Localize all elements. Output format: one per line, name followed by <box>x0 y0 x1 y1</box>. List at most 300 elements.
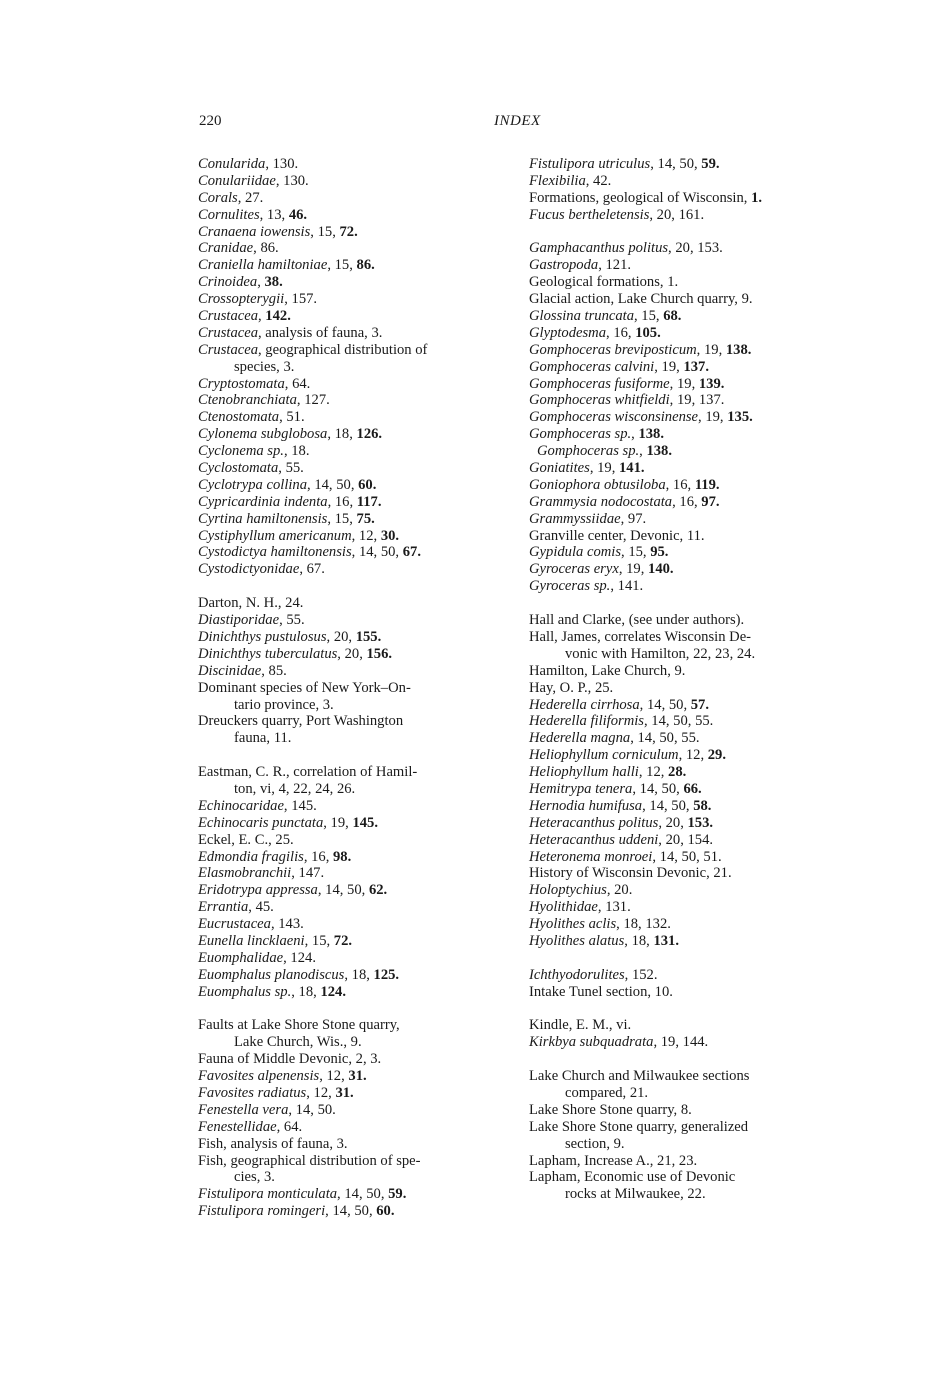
entry-text: , 12, <box>351 527 381 544</box>
entry-page-bold: 57. <box>690 696 709 713</box>
entry-text: , 20, <box>337 645 367 662</box>
index-entry <box>529 713 851 730</box>
entry-term: Ichthyodorulites <box>529 966 625 983</box>
index-entry <box>529 342 851 359</box>
index-entry <box>529 426 851 443</box>
index-gap <box>529 224 851 241</box>
entry-text: , 55. <box>278 460 304 477</box>
entry-page-bold: 138. <box>646 443 672 460</box>
entry-text: , 45. <box>248 899 274 916</box>
index-entry <box>198 477 516 494</box>
index-entry <box>529 274 851 291</box>
page-title: INDEX <box>494 113 541 129</box>
index-entry <box>529 697 851 714</box>
entry-text: Hall, James, correlates Wisconsin De- <box>529 628 752 645</box>
entry-term: Gypidula comis <box>529 544 622 561</box>
entry-page-bold: 59. <box>701 156 720 172</box>
index-gap <box>529 595 851 612</box>
entry-term: Heliophyllum corniculum <box>529 747 679 764</box>
entry-page-bold: 29. <box>707 747 726 764</box>
entry-term: Dinichthys pustulosus <box>198 628 327 645</box>
index-entry <box>198 156 516 173</box>
entry-text: , 14, 50, <box>337 1186 389 1203</box>
index-entry <box>529 865 851 882</box>
entry-term: Hederella filiformis <box>529 713 644 730</box>
index-entry <box>529 849 851 866</box>
entry-text: Lapham, Economic use of Devonic <box>529 1169 736 1186</box>
entry-text: , 85. <box>261 662 287 679</box>
entry-page-bold: 156. <box>366 645 393 662</box>
index-gap <box>198 1001 516 1018</box>
entry-term: Cystodictyonidae <box>198 561 300 578</box>
entry-text: , 121. <box>598 257 632 274</box>
entry-text: , 127. <box>296 392 330 409</box>
entry-page-bold: 131. <box>653 932 679 949</box>
entry-text: , 15, <box>304 932 334 949</box>
entry-term: Eunella lincklaeni <box>198 932 305 949</box>
entry-term: Heteracanthus politus <box>529 814 659 831</box>
entry-term: Hederella cirrhosa <box>529 696 640 713</box>
entry-term: Gamphacanthus politus <box>529 240 669 257</box>
entry-term: Fenestellidae <box>198 1118 277 1135</box>
index-entry <box>198 1102 516 1119</box>
entry-page-bold: 95. <box>650 544 669 561</box>
entry-term: Kirkbya subquadrata <box>529 1034 654 1051</box>
entry-page-bold: 105. <box>635 324 661 341</box>
entry-term: Fucus bertheletensis <box>529 206 650 223</box>
page-number: 220 <box>199 113 222 129</box>
entry-text: , 27. <box>237 189 264 206</box>
entry-term: Cylonema subglobosa <box>198 426 328 443</box>
entry-term: Echinocaridae <box>198 797 284 814</box>
entry-text: , 20, <box>658 814 688 831</box>
entry-term: Cranidae <box>198 240 254 257</box>
entry-page-bold: 31. <box>348 1068 367 1085</box>
entry-term: Holoptychius <box>529 882 607 899</box>
entry-text: Lake Shore Stone quarry, 8. <box>529 1101 692 1118</box>
index-entry <box>198 190 516 207</box>
index-entry <box>198 1085 516 1102</box>
index-entry <box>198 325 516 342</box>
entry-text: , 14, 50, <box>639 696 691 713</box>
entry-text: , 131. <box>597 899 631 916</box>
entry-term: Errantia <box>198 899 249 916</box>
index-entry <box>529 663 851 680</box>
entry-text: , 145. <box>283 797 317 814</box>
index-entry <box>529 798 851 815</box>
entry-text: , 14, 50. <box>288 1101 336 1118</box>
entry-term: Eridotrypa appressa <box>198 882 318 899</box>
index-entry <box>529 207 851 224</box>
entry-term: Fistulipora monticulata <box>198 1186 338 1203</box>
entry-term: Crustacea <box>198 341 258 358</box>
entry-text: , 18, 132. <box>616 916 671 933</box>
entry-text: , 20, 154. <box>658 831 714 848</box>
entry-text: , 14, 50, <box>307 476 359 493</box>
index-entry <box>529 1186 851 1203</box>
entry-text: , 15, <box>327 510 357 527</box>
index-entry <box>198 342 516 359</box>
index-entry <box>529 477 851 494</box>
index-entry <box>529 680 851 697</box>
entry-text: , 42. <box>585 172 612 189</box>
index-entry <box>198 697 516 714</box>
entry-text: , <box>639 443 647 460</box>
entry-term: Flexibilia <box>529 172 586 189</box>
index-column-right <box>529 156 851 1203</box>
entry-term: Elasmobranchii <box>198 865 292 882</box>
index-entry <box>529 190 851 207</box>
index-entry <box>198 257 516 274</box>
entry-term: Crustacea <box>198 308 258 325</box>
index-entry <box>529 629 851 646</box>
entry-page-bold: 137. <box>683 358 709 375</box>
entry-term: Hernodia humifusa <box>529 797 643 814</box>
entry-page-bold: 72. <box>333 932 353 949</box>
index-entry <box>198 933 516 950</box>
entry-text: , 19, <box>669 375 699 392</box>
entry-term: Cornulites <box>198 206 260 223</box>
index-gap <box>198 578 516 595</box>
entry-term: Heliophyllum halli <box>529 764 639 781</box>
entry-term: Heteronema monroei <box>529 848 653 865</box>
entry-term: Craniella hamiltoniae <box>198 257 328 274</box>
entry-term: Cystodictya hamiltonensis <box>198 544 352 561</box>
index-entry <box>529 933 851 950</box>
index-entry <box>198 967 516 984</box>
entry-term: Cyclonema sp. <box>198 443 284 460</box>
index-entry <box>529 1136 851 1153</box>
entry-text: , 124. <box>283 949 316 966</box>
entry-term: Gyroceras sp. <box>529 578 611 595</box>
index-entry <box>198 612 516 629</box>
entry-text: , 19, 144. <box>653 1034 709 1051</box>
entry-page-bold: 141. <box>619 460 645 477</box>
entry-text: Dreuckers quarry, Port Washington <box>198 713 404 730</box>
entry-text: , 18, <box>327 426 357 443</box>
entry-page-bold: 60. <box>358 476 377 493</box>
entry-text: Kindle, E. M., vi. <box>529 1017 632 1034</box>
entry-text: rocks at Milwaukee, 22. <box>565 1186 706 1203</box>
entry-text: Lake Church, Wis., 9. <box>234 1034 362 1051</box>
entry-text: , analysis of fauna, 3. <box>258 324 383 341</box>
entry-term: Fistulipora romingeri <box>198 1203 326 1220</box>
entry-text: , 18, <box>344 966 374 983</box>
entry-text: , 14, 50, 51. <box>652 848 722 865</box>
entry-term: Gomphoceras wisconsinense <box>529 409 699 426</box>
entry-text: Fish, analysis of fauna, 3. <box>198 1135 348 1152</box>
entry-page-bold: 139. <box>698 375 725 392</box>
entry-text: , 20. <box>606 882 633 899</box>
index-gap <box>198 747 516 764</box>
index-entry <box>529 528 851 545</box>
index-entry <box>529 325 851 342</box>
entry-text: , <box>258 308 266 325</box>
entry-text: cies, 3. <box>234 1169 275 1186</box>
index-entry <box>529 1068 851 1085</box>
entry-term: Gomphoceras whitfieldi <box>529 392 670 409</box>
entry-term: Glyptodesma <box>529 324 607 341</box>
index-entry <box>529 1085 851 1102</box>
entry-text: Lake Shore Stone quarry, generalized <box>529 1118 749 1135</box>
index-entry <box>529 984 851 1001</box>
entry-text: , 15, <box>634 308 664 325</box>
entry-page-bold: 125. <box>373 966 400 983</box>
entry-term: Edmondia fragilis <box>198 848 304 865</box>
index-entry <box>529 173 851 190</box>
index-entry <box>529 443 851 460</box>
entry-text: Formations, geological of Wisconsin, <box>529 189 752 206</box>
entry-text: , 19, <box>696 341 726 358</box>
index-entry <box>198 629 516 646</box>
index-entry <box>198 443 516 460</box>
entry-text: , 19, <box>589 460 619 477</box>
index-entry <box>529 832 851 849</box>
entry-term: Hyolithes aclis <box>529 916 617 933</box>
entry-term: Ctenostomata <box>198 409 280 426</box>
entry-text: , geographical distribution of <box>258 341 428 358</box>
entry-page-bold: 66. <box>683 780 702 797</box>
entry-term: Cystiphyllum americanum <box>198 527 352 544</box>
entry-text: , 14, 50, 55. <box>630 730 700 747</box>
entry-text: , 14, 50, <box>325 1203 377 1220</box>
entry-text: , 16, <box>672 493 702 510</box>
entry-text: , 19, <box>618 561 649 578</box>
entry-term: Cyrtina hamiltonensis <box>198 510 328 527</box>
index-entry <box>198 882 516 899</box>
entry-term: Cyclotrypa collina <box>198 476 308 493</box>
entry-text: , 97. <box>620 510 647 527</box>
index-entry <box>198 781 516 798</box>
entry-text: Hay, O. P., 25. <box>529 679 614 696</box>
entry-term: Corals <box>198 189 238 206</box>
index-entry <box>529 494 851 511</box>
entry-text: , 143. <box>270 916 304 933</box>
entry-term: Favosites alpenensis <box>198 1068 320 1085</box>
entry-text: , <box>257 274 265 291</box>
index-entry <box>198 460 516 477</box>
index-entry <box>529 781 851 798</box>
entry-text: tario province, 3. <box>234 696 334 713</box>
entry-term: Gomphoceras sp. <box>537 443 640 460</box>
entry-term: Cranaena iowensis <box>198 223 311 240</box>
index-entry <box>198 1034 516 1051</box>
entry-text: , 18, <box>624 932 654 949</box>
entry-text: vonic with Hamilton, 22, 23, 24. <box>565 645 756 662</box>
index-entry <box>198 730 516 747</box>
index-gap <box>529 1001 851 1018</box>
entry-text: ton, vi, 4, 22, 24, 26. <box>234 780 356 797</box>
index-entry <box>198 1017 516 1034</box>
index-entry <box>198 849 516 866</box>
entry-page-bold: 140. <box>648 561 674 578</box>
index-entry <box>529 1153 851 1170</box>
index-entry <box>198 561 516 578</box>
entry-page-bold: 98. <box>333 848 352 865</box>
index-entry <box>529 257 851 274</box>
entry-text: Intake Tunel section, 10. <box>529 983 673 1000</box>
entry-term: Fistulipora utriculus <box>529 156 651 172</box>
index-entry <box>529 511 851 528</box>
entry-text: fauna, 11. <box>234 730 292 747</box>
entry-text: , 152. <box>624 966 658 983</box>
index-entry <box>198 680 516 697</box>
entry-term: Grammysia nodocostata <box>529 493 673 510</box>
index-entry <box>198 528 516 545</box>
index-entry <box>529 460 851 477</box>
entry-term: Hyolithes alatus <box>529 932 625 949</box>
entry-page-bold: 72. <box>339 223 358 240</box>
index-entry <box>198 815 516 832</box>
index-entry <box>198 392 516 409</box>
entry-term: Euomphalus planodiscus <box>198 966 345 983</box>
entry-term: Gomphoceras breviposticum <box>529 341 697 358</box>
entry-text: , <box>631 426 639 443</box>
entry-text: species, 3. <box>234 358 295 375</box>
entry-text: , 20, 161. <box>649 206 705 223</box>
entry-text: , 18. <box>283 443 310 460</box>
index-entry <box>529 646 851 663</box>
entry-term: Fenestella vera <box>198 1101 289 1118</box>
entry-text: , 13, <box>259 206 289 223</box>
entry-text: Glacial action, Lake Church quarry, 9. <box>529 291 753 308</box>
entry-text: , 14, 50, <box>351 544 403 561</box>
entry-page-bold: 30. <box>380 527 400 544</box>
index-entry <box>529 376 851 393</box>
index-entry <box>529 899 851 916</box>
index-entry <box>529 730 851 747</box>
entry-text: , 64. <box>276 1118 303 1135</box>
entry-page-bold: 155. <box>355 628 382 645</box>
entry-text: , 14, 50, <box>632 780 684 797</box>
entry-text: , 20, 153. <box>668 240 723 257</box>
entry-term: Goniatites <box>529 460 590 477</box>
entry-text: , 86. <box>253 240 279 257</box>
index-gap <box>529 950 851 967</box>
index-entry <box>198 984 516 1001</box>
entry-text: , 51. <box>279 409 305 426</box>
entry-page-bold: 117. <box>356 493 382 510</box>
index-entry <box>198 916 516 933</box>
entry-page-bold: 153. <box>687 814 714 831</box>
entry-page-bold: 126. <box>356 426 383 443</box>
entry-term: Gomphoceras fusiforme <box>529 375 670 392</box>
entry-page-bold: 142. <box>265 308 291 325</box>
entry-term: Hemitrypa tenera <box>529 780 633 797</box>
index-entry <box>529 291 851 308</box>
index-entry <box>529 308 851 325</box>
entry-text: compared, 21. <box>565 1084 649 1101</box>
entry-term: Conularida <box>198 156 266 172</box>
entry-page-bold: 86. <box>356 257 375 274</box>
entry-term: Heteracanthus uddeni <box>529 831 659 848</box>
entry-text: , 141. <box>610 578 644 595</box>
index-entry <box>198 359 516 376</box>
entry-term: Euomphalidae <box>198 949 284 966</box>
entry-text: , 157. <box>284 291 318 308</box>
index-entry <box>198 1119 516 1136</box>
entry-text: History of Wisconsin Devonic, 21. <box>529 865 732 882</box>
entry-text: , 19, 137. <box>669 392 725 409</box>
entry-page-bold: 62. <box>368 882 388 899</box>
index-entry <box>529 578 851 595</box>
entry-text: , 14, 50, 55. <box>643 713 714 730</box>
entry-page-bold: 28. <box>668 764 687 781</box>
entry-text: , 12, <box>678 747 708 764</box>
entry-term: Crustacea <box>198 324 258 341</box>
entry-term: Dinichthys tuberculatus <box>198 645 338 662</box>
entry-text: , 64. <box>284 375 311 392</box>
index-entry <box>198 713 516 730</box>
entry-term: Cryptostomata <box>198 375 285 392</box>
entry-text: Geological formations, 1. <box>529 274 679 291</box>
entry-term: Gomphoceras calvini <box>529 358 655 375</box>
entry-text: , 20, <box>326 628 356 645</box>
entry-page-bold: 138. <box>638 426 664 443</box>
entry-text: section, 9. <box>565 1135 625 1152</box>
entry-term: Favosites radiatus <box>198 1084 307 1101</box>
index-entry <box>529 815 851 832</box>
index-entry <box>198 832 516 849</box>
entry-text: Dominant species of New York–On- <box>198 679 411 696</box>
entry-term: Euomphalus sp. <box>198 983 292 1000</box>
index-entry <box>198 409 516 426</box>
entry-text: Lapham, Increase A., 21, 23. <box>529 1152 698 1169</box>
entry-page-bold: 60. <box>376 1203 395 1220</box>
index-entry <box>198 308 516 325</box>
entry-text: , 12, <box>638 764 669 781</box>
index-entry <box>198 798 516 815</box>
entry-text: , 19, <box>323 814 353 831</box>
entry-page-bold: 75. <box>356 510 375 527</box>
entry-term: Crossopterygii <box>198 291 285 308</box>
index-entry <box>198 494 516 511</box>
index-entry <box>529 1169 851 1186</box>
entry-text: , 16, <box>303 848 333 865</box>
index-entry <box>529 561 851 578</box>
entry-text: , 14, 50, <box>642 797 694 814</box>
index-entry <box>529 1119 851 1136</box>
entry-page-bold: 124. <box>320 983 346 1000</box>
entry-text: , 14, 50, <box>317 882 369 899</box>
entry-text: , 12, <box>306 1084 336 1101</box>
entry-term: Discinidae <box>198 662 262 679</box>
entry-text: , 19, <box>654 358 684 375</box>
entry-text: , 147. <box>291 865 325 882</box>
index-entry <box>529 156 851 173</box>
entry-term: Diastiporidae <box>198 612 280 629</box>
index-entry <box>529 916 851 933</box>
entry-term: Gastropoda <box>529 257 599 274</box>
index-entry <box>198 240 516 257</box>
entry-term: Echinocaris punctata <box>198 814 324 831</box>
index-entry <box>198 511 516 528</box>
entry-text: , 55. <box>279 612 305 629</box>
entry-text: , 67. <box>299 561 325 578</box>
index-entry <box>198 291 516 308</box>
index-entry <box>198 274 516 291</box>
entry-page-bold: 67. <box>402 544 421 561</box>
entry-term: Crinoidea <box>198 274 258 291</box>
index-entry <box>529 1017 851 1034</box>
entry-page-bold: 31. <box>335 1084 354 1101</box>
entry-page-bold: 1. <box>751 189 763 206</box>
entry-term: Hyolithidae <box>529 899 598 916</box>
index-entry <box>529 544 851 561</box>
index-entry <box>198 646 516 663</box>
index-entry <box>529 392 851 409</box>
index-entry <box>198 426 516 443</box>
